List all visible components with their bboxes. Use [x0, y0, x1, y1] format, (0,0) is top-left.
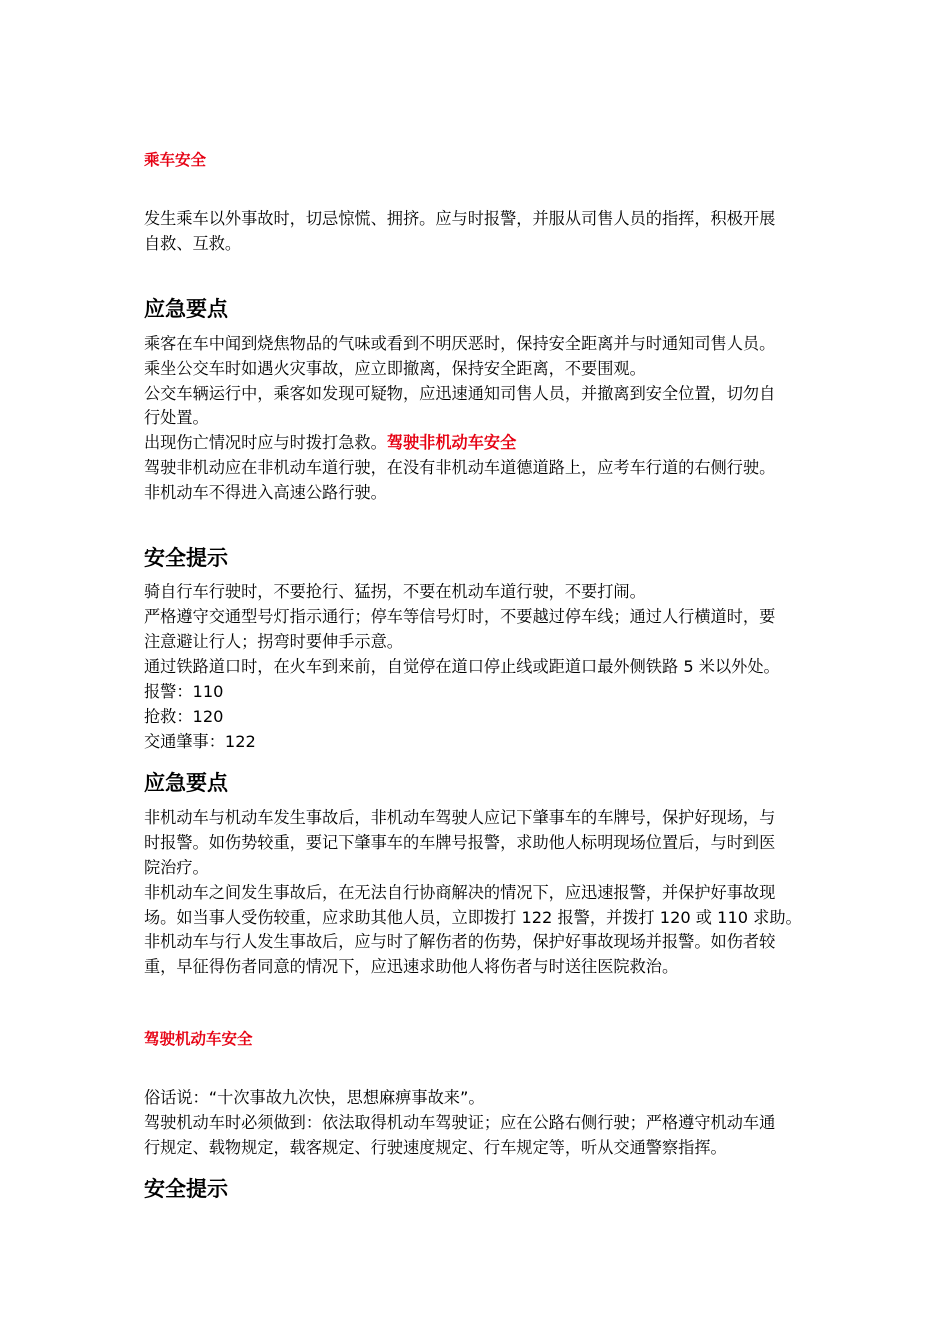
paragraph-line: 自救、互救。 [144, 234, 242, 253]
section-title-ride-safety: 乘车安全 [144, 151, 207, 169]
paragraph-line: 非机动车之间发生事故后，在无法自行协商解决的情况下，应迅速报警，并保护好事故现 [144, 883, 776, 902]
heading-emergency-points: 应急要点 [144, 297, 228, 321]
phone-number-police: 报警：110 [144, 682, 224, 701]
paragraph-line: 发生乘车以外事故时，切忌惊慌、拥挤。应与时报警，并服从司售人员的指挥，积极开展 [144, 209, 776, 228]
paragraph-line: 重，早征得伤者同意的情况下，应迅速求助他人将伤者与时送往医院救治。 [144, 957, 679, 976]
paragraph-line: 乘客在车中闻到烧焦物品的气味或看到不明厌恶时，保持安全距离并与时通知司售人员。 [144, 334, 776, 353]
section-title-motor-vehicle: 驾驶机动车安全 [144, 1030, 253, 1048]
paragraph-line: 俗话说：“十次事故九次快，思想麻痹事故来”。 [144, 1088, 485, 1107]
section-title-non-motor-vehicle: 驾驶非机动车安全 [386, 433, 517, 452]
paragraph-line: 公交车辆运行中，乘客如发现可疑物，应迅速通知司售人员，并撤离到安全位置，切勿自 [144, 384, 776, 403]
paragraph-text: 出现伤亡情况时应与时拨打急救。 [144, 433, 387, 452]
paragraph-line: 非机动车与行人发生事故后，应与时了解伤者的伤势，保护好事故现场并报警。如伤者较 [144, 932, 776, 951]
phone-number-traffic: 交通肇事：122 [144, 732, 256, 751]
paragraph-line: 行规定、载物规定，载客规定、行驶速度规定、行车规定等，听从交通警察指挥。 [144, 1138, 727, 1157]
paragraph-line: 注意避让行人；拐弯时要伸手示意。 [144, 632, 403, 651]
paragraph-line: 行处置。 [144, 408, 209, 427]
paragraph-line: 通过铁路道口时，在火车到来前，自觉停在道口停止线或距道口最外侧铁路 5 米以外处。 [144, 657, 780, 676]
paragraph-line: 驾驶机动车时必须做到：依法取得机动车驾驶证；应在公路右侧行驶；严格遵守机动车通 [144, 1113, 776, 1132]
heading-safety-tips: 安全提示 [144, 1177, 228, 1201]
phone-number-ambulance: 抢救：120 [144, 707, 224, 726]
paragraph-line-with-inline-title [144, 431, 516, 455]
paragraph-line: 时报警。如伤势较重，要记下肇事车的车牌号报警，求助他人标明现场位置后，与时到医 [144, 833, 776, 852]
paragraph-line: 乘坐公交车时如遇火灾事故，应立即撤离，保持安全距离，不要围观。 [144, 359, 646, 378]
paragraph-line: 驾驶非机动应在非机动车道行驶，在没有非机动车道德道路上，应考车行道的右侧行驶。 [144, 458, 776, 477]
paragraph-line: 严格遵守交通型号灯指示通行；停车等信号灯时，不要越过停车线；通过人行横道时，要 [144, 607, 776, 626]
paragraph-line: 非机动车与机动车发生事故后，非机动车驾驶人应记下肇事车的车牌号，保护好现场，与 [144, 808, 776, 827]
paragraph-line: 骑自行车行驶时，不要抢行、猛拐，不要在机动车道行驶，不要打闹。 [144, 582, 646, 601]
heading-emergency-points: 应急要点 [144, 771, 228, 795]
paragraph-line: 院治疗。 [144, 858, 209, 877]
heading-safety-tips: 安全提示 [144, 546, 228, 570]
paragraph-line: 非机动车不得进入高速公路行驶。 [144, 483, 387, 502]
paragraph-line: 场。如当事人受伤较重，应求助其他人员，立即拨打 122 报警，并拨打 120 或 110 求助。 [144, 908, 802, 927]
